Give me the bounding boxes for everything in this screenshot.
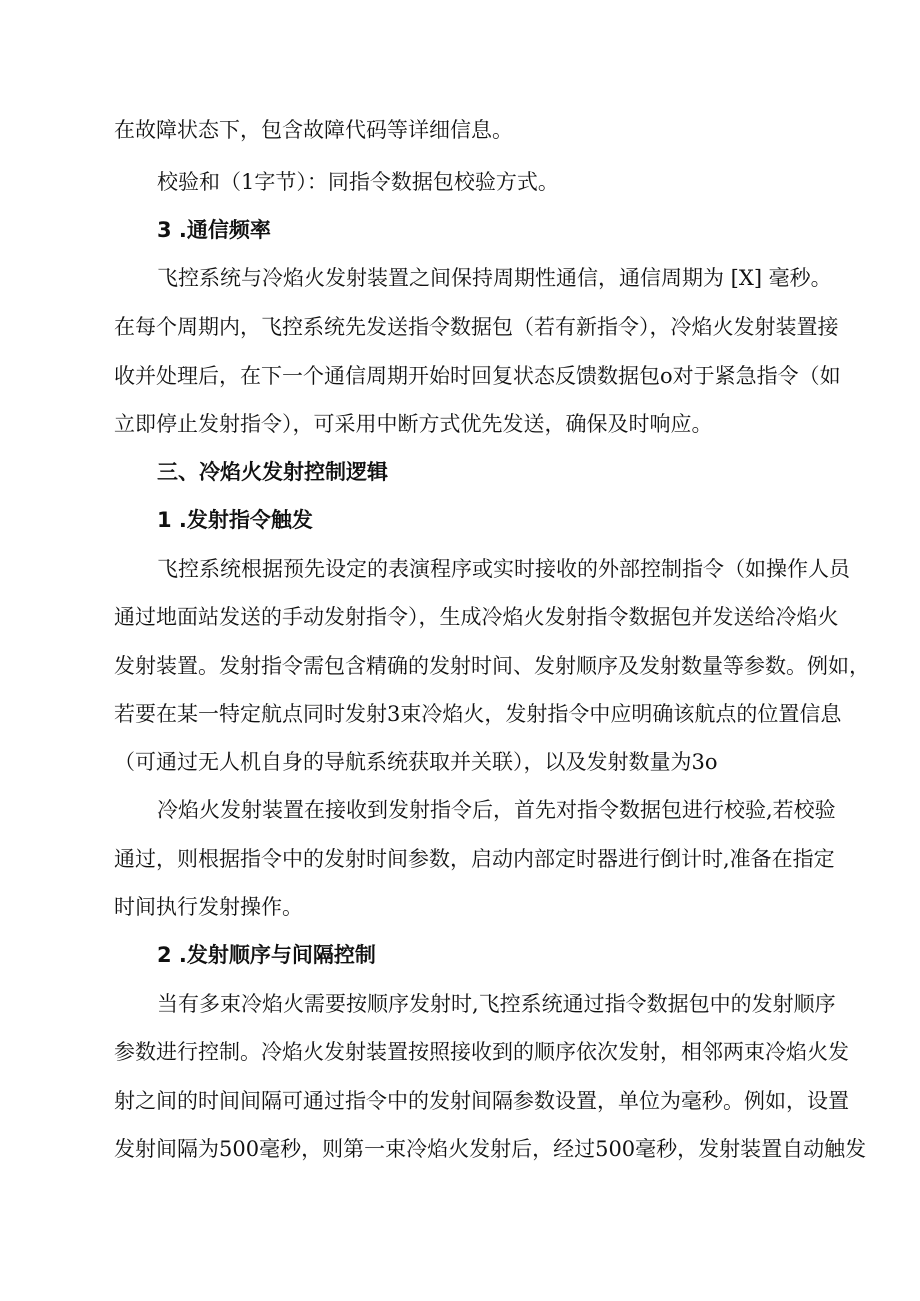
paragraph-line-2: 校验和（1字节）：同指令数据包校验方式。: [157, 170, 559, 194]
paragraph-line-16: 通过，则根据指令中的发射时间参数，启动内部定时器进行倒计时,准备在指定: [114, 847, 835, 871]
paragraph-line-14: （可通过无人机自身的导航系统获取并关联），以及发射数量为3o: [114, 750, 718, 774]
paragraph-line-10: 飞控系统根据预先设定的表演程序或实时接收的外部控制指令（如操作人员: [157, 557, 850, 581]
paragraph-line-7: 立即停止发射指令），可采用中断方式优先发送，确保及时响应。: [114, 412, 713, 436]
paragraph-line-19: 当有多束冷焰火需要按顺序发射时,飞控系统通过指令数据包中的发射顺序: [157, 992, 836, 1016]
paragraph-line-5: 在每个周期内，飞控系统先发送指令数据包（若有新指令），冷焰火发射装置接: [114, 315, 839, 339]
section-heading-launch-trigger: 1 .发射指令触发: [157, 508, 313, 532]
paragraph-line-12: 发射装置。发射指令需包含精确的发射时间、发射顺序及发射数量等参数。例如，: [114, 654, 870, 678]
paragraph-line-13: 若要在某一特定航点同时发射3束冷焰火，发射指令中应明确该航点的位置信息: [114, 702, 842, 726]
paragraph-line-11: 通过地面站发送的手动发射指令），生成冷焰火发射指令数据包并发送给冷焰火: [114, 605, 839, 629]
paragraph-line-21: 射之间的时间间隔可通过指令中的发射间隔参数设置，单位为毫秒。例如，设置: [114, 1089, 849, 1113]
section-heading-communication-frequency: 3 .通信频率: [157, 218, 271, 242]
paragraph-line-20: 参数进行控制。冷焰火发射装置按照接收到的顺序依次发射，相邻两束冷焰火发: [114, 1040, 849, 1064]
paragraph-line-6: 收并处理后，在下一个通信周期开始时回复状态反馈数据包o对于紧急指令（如: [114, 364, 841, 388]
section-heading-sequence-interval-control: 2 .发射顺序与间隔控制: [157, 943, 376, 967]
chapter-heading-launch-control-logic: 三、冷焰火发射控制逻辑: [157, 460, 388, 484]
paragraph-line-1: 在故障状态下，包含故障代码等详细信息。: [114, 118, 513, 142]
paragraph-line-15: 冷焰火发射装置在接收到发射指令后，首先对指令数据包进行校验,若校验: [157, 798, 836, 822]
paragraph-line-4: 飞控系统与冷焰火发射装置之间保持周期性通信，通信周期为 [X] 毫秒。: [157, 266, 832, 290]
paragraph-line-17: 时间执行发射操作。: [114, 895, 303, 919]
paragraph-line-22: 发射间隔为500毫秒，则第一束冷焰火发射后，经过500毫秒，发射装置自动触发: [114, 1137, 867, 1161]
